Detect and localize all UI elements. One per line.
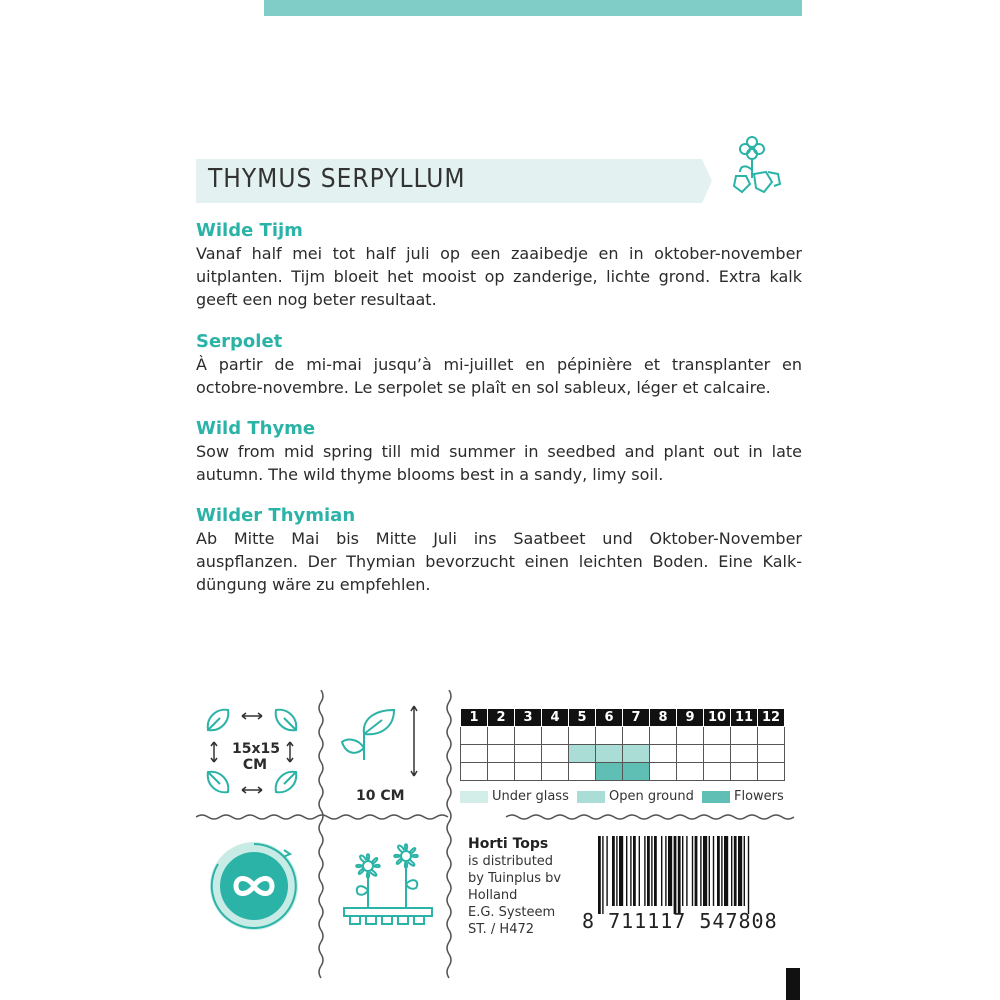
month-header: 10	[704, 709, 731, 727]
distributor-line: by Tuinplus bv	[468, 871, 562, 886]
barcode-bar	[602, 836, 603, 914]
legend-flowers	[702, 789, 784, 804]
barcode-bar	[644, 836, 645, 906]
section-heading: Wild Thyme	[196, 418, 316, 439]
barcode-bar	[626, 836, 627, 906]
calendar-cell	[758, 763, 785, 781]
calendar-cell	[758, 727, 785, 745]
month-header: 3	[515, 709, 542, 727]
barcode-number: 8 711117 547808	[582, 909, 778, 933]
spacing-icon	[200, 700, 310, 804]
calendar-row	[461, 745, 785, 763]
section-text: Ab Mitte Mai bis Mitte Juli ins Saatbeet und Oktober-November auspflanzen. Der Thymian bevorzucht einen leichten Boden. Eine Kalk-düngung wäre zu empfehlen.	[196, 529, 802, 594]
calendar-cell	[569, 763, 596, 781]
legend-under-glass	[460, 789, 569, 804]
month-header: 2	[488, 709, 515, 727]
calendar-cell	[461, 763, 488, 781]
barcode-bar	[633, 836, 636, 906]
section-text: À partir de mi-mai jusqu’à mi-juillet en pépinière et transplanter en octobre-novembre. Le serpolet se plaît en sol sableux, léger et calcaire.	[196, 355, 802, 397]
calendar-cell	[623, 745, 650, 763]
calendar-cell	[515, 745, 542, 763]
distributor-line: Holland	[468, 888, 518, 903]
calendar-row	[461, 763, 785, 781]
section-heading: Wilder Thymian	[196, 505, 356, 526]
calendar-cell	[731, 727, 758, 745]
calendar-cell	[461, 727, 488, 745]
calendar-cell	[569, 745, 596, 763]
plant-sprout-icon	[728, 132, 784, 196]
barcode-bar	[731, 836, 732, 906]
month-header: 12	[758, 709, 785, 727]
section-text: Sow from mid spring till mid summer in seedbed and plant out in late autumn. The wild thyme blooms best in a sandy, limy soil.	[196, 442, 802, 484]
infinity-icon	[204, 838, 304, 934]
section-english	[196, 418, 802, 486]
calendar-cell	[731, 745, 758, 763]
barcode-bar	[734, 836, 737, 906]
barcode-bar	[619, 836, 623, 906]
barcode-bar	[654, 836, 657, 906]
bottom-marker	[786, 968, 800, 1000]
month-header: 4	[542, 709, 569, 727]
calendar-cell	[704, 763, 731, 781]
calendar-cell	[758, 745, 785, 763]
barcode-bar	[682, 836, 683, 906]
calendar-cell	[488, 763, 515, 781]
barcode-bar	[661, 836, 662, 906]
calendar-header-row	[461, 709, 785, 727]
barcode-bar	[695, 836, 698, 906]
sowing-depth-icon	[336, 700, 436, 804]
barcode-bar	[744, 836, 745, 906]
legend-label: Flowers	[734, 789, 784, 804]
calendar-cell	[650, 727, 677, 745]
calendar-cell	[596, 727, 623, 745]
calendar-cell	[704, 745, 731, 763]
section-heading: Serpolet	[196, 331, 283, 352]
barcode-bar	[651, 836, 652, 906]
top-color-band	[264, 0, 802, 16]
barcode-bar	[606, 836, 607, 906]
calendar-cell	[461, 745, 488, 763]
section-dutch	[196, 220, 802, 311]
barcode-bar	[668, 836, 672, 906]
barcode	[596, 836, 800, 916]
flower-tray-icon	[340, 834, 436, 934]
barcode-bar	[721, 836, 722, 906]
legend-label: Open ground	[609, 789, 694, 804]
barcode-bar	[692, 836, 693, 906]
calendar-cell	[596, 745, 623, 763]
calendar-row	[461, 727, 785, 745]
brand-name: Horti Tops	[468, 836, 549, 852]
section-german	[196, 505, 802, 596]
section-french	[196, 331, 802, 399]
vertical-divider	[444, 690, 454, 986]
calendar-cell	[488, 745, 515, 763]
section-heading: Wilde Tijm	[196, 220, 303, 241]
distributor-line: is distributed	[468, 854, 554, 869]
calendar-cell	[704, 727, 731, 745]
legend-label: Under glass	[492, 789, 569, 804]
calendar-cell	[542, 763, 569, 781]
barcode-bar	[709, 836, 710, 906]
barcode-bar	[686, 836, 687, 906]
legend-swatch	[577, 791, 605, 803]
calendar-cell	[623, 763, 650, 781]
barcode-bar	[700, 836, 701, 906]
barcode-bar	[717, 836, 720, 906]
page-title: THYMUS SERPYLLUM	[208, 164, 466, 194]
barcode-bar	[612, 836, 615, 906]
barcode-bar	[674, 836, 677, 914]
barcode-bar	[639, 836, 640, 906]
distributor-info	[468, 836, 561, 938]
month-header: 1	[461, 709, 488, 727]
barcode-bar	[616, 836, 617, 906]
barcode-bar	[724, 836, 728, 906]
calendar-cell	[650, 763, 677, 781]
month-header: 11	[731, 709, 758, 727]
spacing-label-2: CM	[242, 757, 268, 773]
calendar-cell	[731, 763, 758, 781]
distributor-line: ST. / H472	[468, 922, 535, 937]
spacing-label-1: 15x15	[232, 741, 280, 757]
calendar-cell	[677, 745, 704, 763]
vertical-divider	[316, 690, 326, 986]
barcode-bar	[630, 836, 631, 906]
month-header: 7	[623, 709, 650, 727]
barcode-bar	[598, 836, 601, 914]
calendar-cell	[542, 745, 569, 763]
legend-swatch	[460, 791, 488, 803]
horizontal-divider	[196, 812, 804, 822]
distributor-line: E.G. Systeem	[468, 905, 556, 920]
calendar-cell	[650, 745, 677, 763]
barcode-bar	[647, 836, 650, 906]
calendar-cell	[542, 727, 569, 745]
sowing-calendar	[460, 708, 785, 781]
legend-swatch	[702, 791, 730, 803]
calendar-cell	[515, 763, 542, 781]
month-header: 9	[677, 709, 704, 727]
legend-open-ground	[577, 789, 694, 804]
month-header: 6	[596, 709, 623, 727]
barcode-bar	[748, 836, 749, 914]
depth-label: 10 CM	[356, 788, 405, 804]
calendar-cell	[488, 727, 515, 745]
month-header: 5	[569, 709, 596, 727]
calendar-legend	[460, 789, 788, 804]
calendar-cell	[596, 763, 623, 781]
barcode-bar	[713, 836, 714, 906]
calendar-cell	[677, 763, 704, 781]
barcode-bar	[703, 836, 707, 906]
barcode-bar	[665, 836, 666, 906]
barcode-bar	[738, 836, 742, 906]
month-header: 8	[650, 709, 677, 727]
calendar-cell	[623, 727, 650, 745]
barcode-bar	[678, 836, 681, 914]
calendar-cell	[569, 727, 596, 745]
calendar-cell	[677, 727, 704, 745]
section-text: Vanaf half mei tot half juli op een zaaibedje en in oktober-november uitplanten. Tijm bloeit het mooist op zanderige, lichte grond. Extra kalk geeft een nog beter resultaat.	[196, 244, 802, 309]
calendar-cell	[515, 727, 542, 745]
